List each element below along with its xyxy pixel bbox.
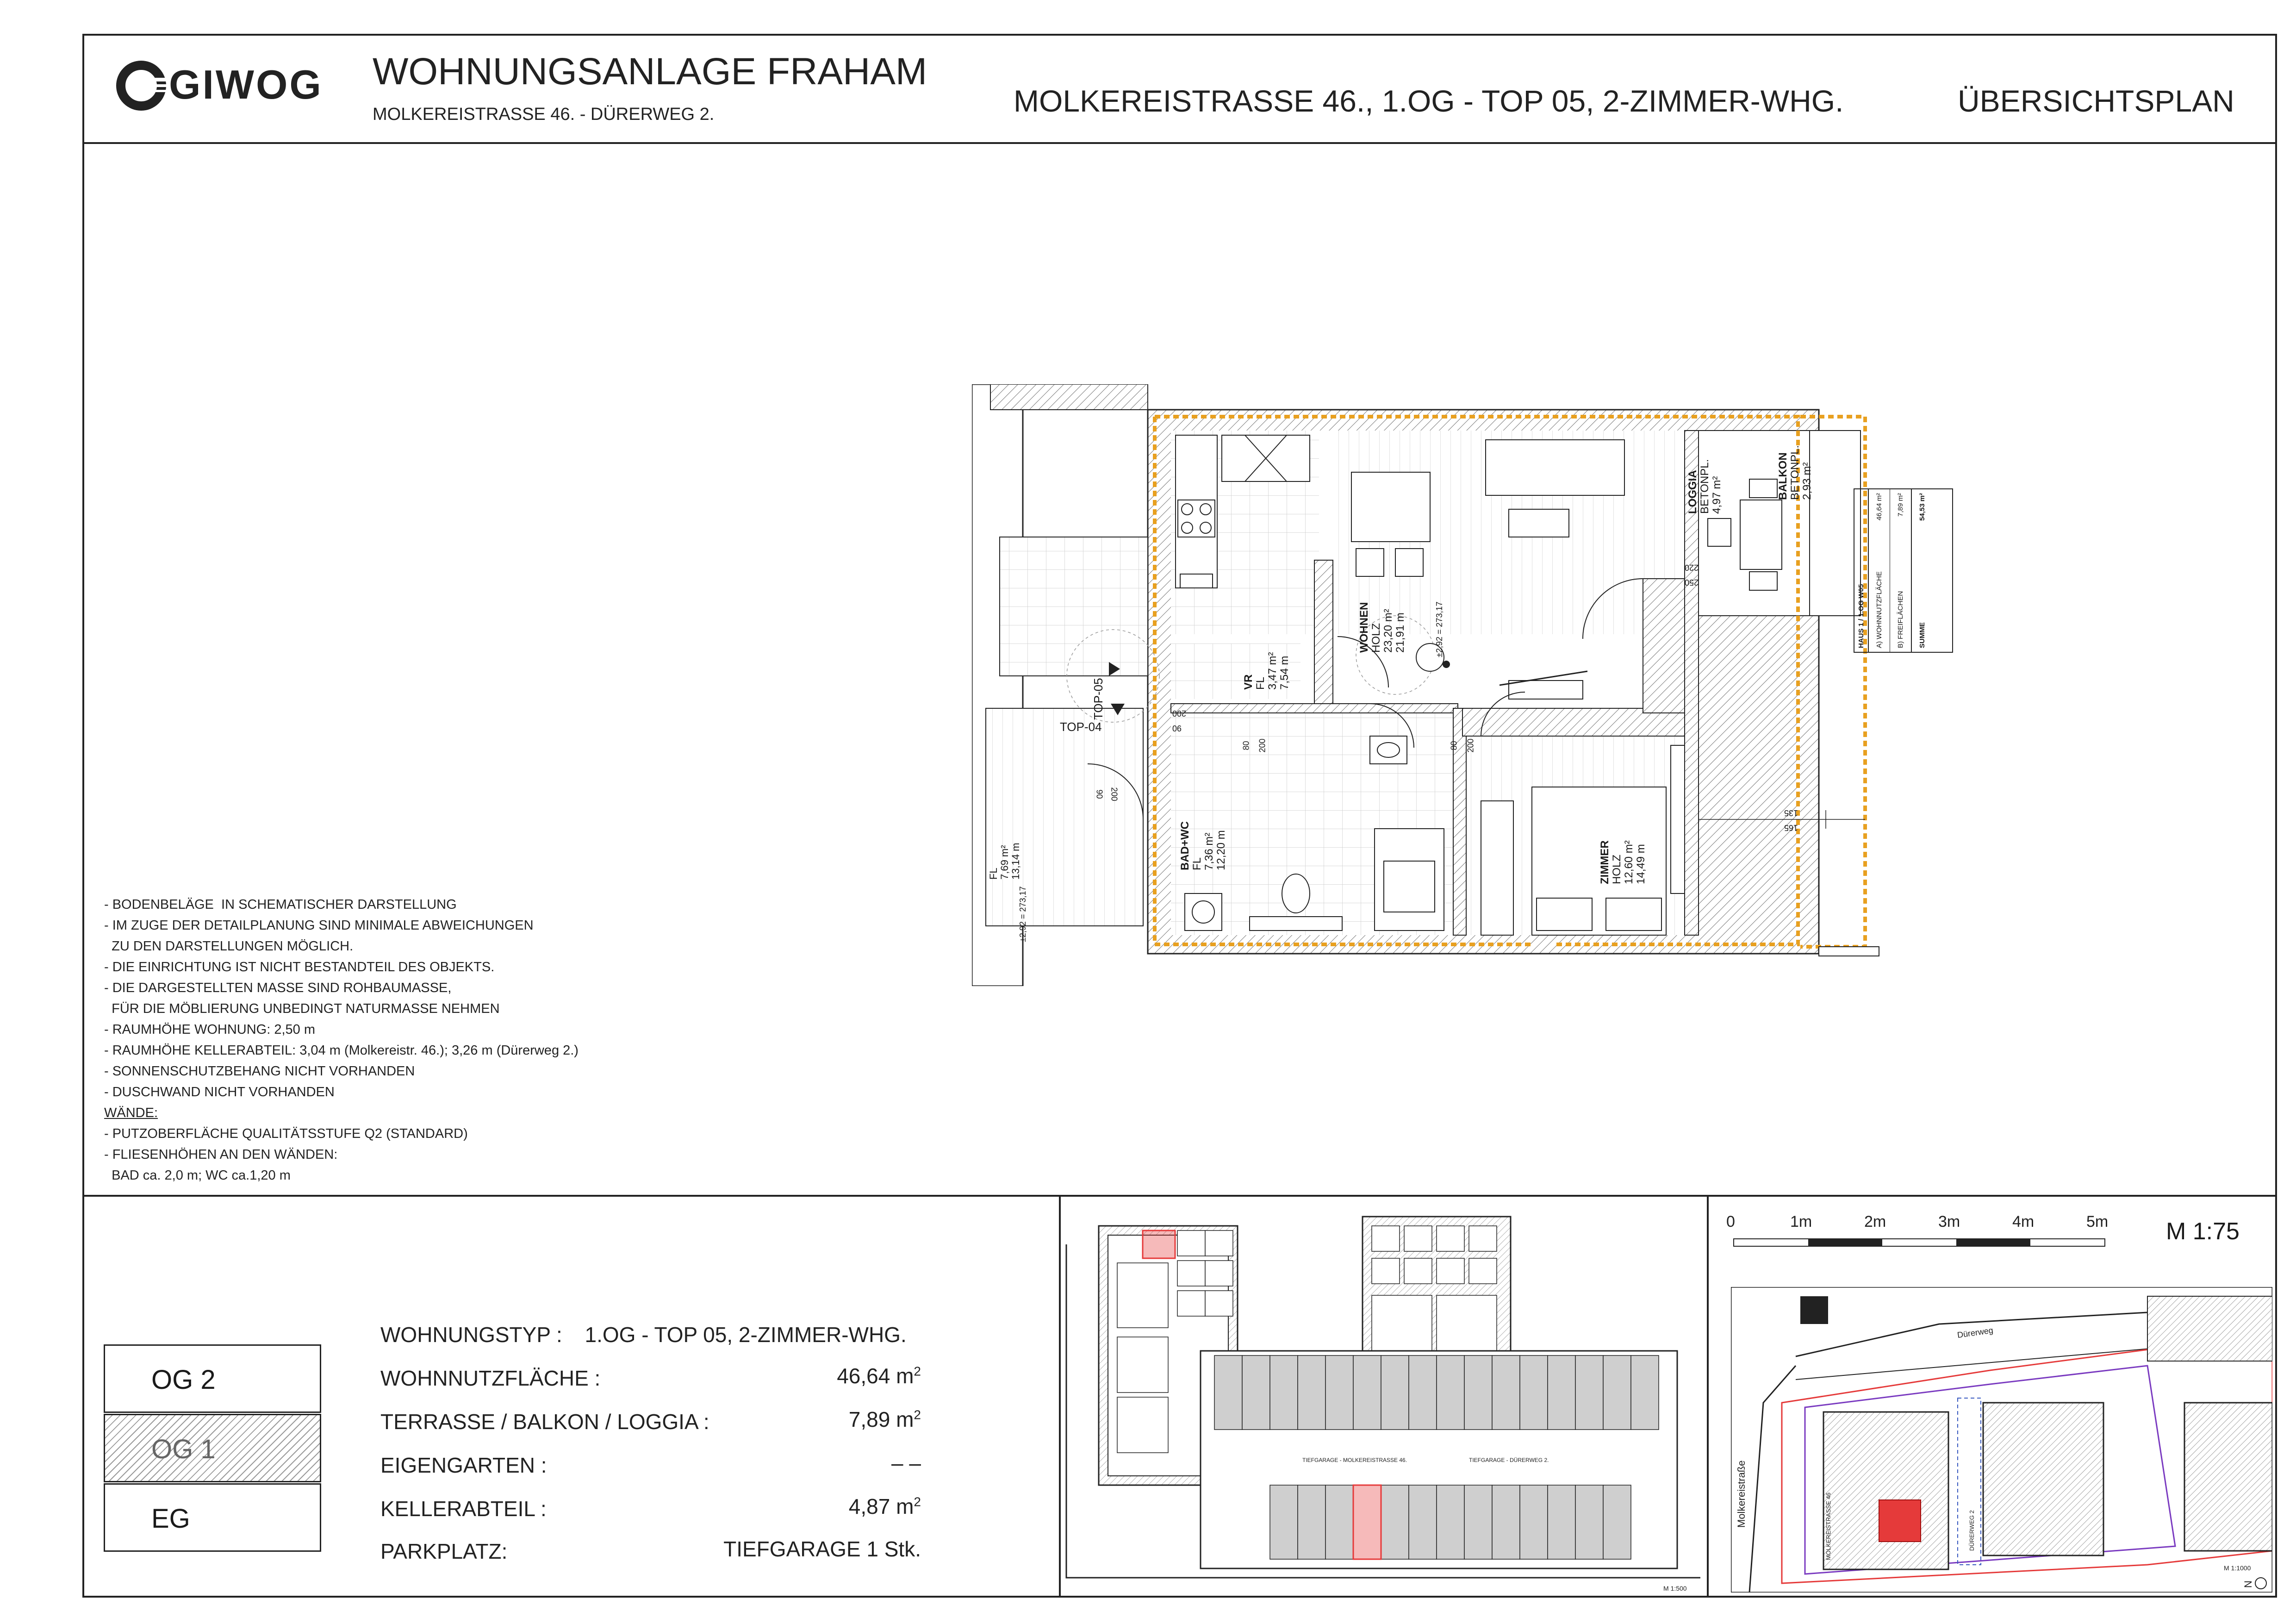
room-area: 3,47 m² bbox=[1266, 652, 1279, 690]
street-molkerei: Molkereistraße bbox=[1736, 1460, 1747, 1528]
room-perimeter: 14,49 m bbox=[1635, 844, 1647, 884]
cellar-scale: M 1:500 bbox=[1663, 1585, 1687, 1592]
area-row-value: 54,53 m² bbox=[1918, 493, 1926, 521]
room-name: ZIMMER bbox=[1599, 840, 1611, 884]
toilet bbox=[1282, 874, 1310, 913]
garage-label-a: TIEFGARAGE - MOLKEREISTRASSE 46. bbox=[1302, 1457, 1407, 1463]
cellar-value: 4,87 m bbox=[848, 1494, 914, 1518]
cellar-unit-exp: 2 bbox=[914, 1494, 921, 1509]
header-divider bbox=[82, 142, 2277, 144]
note-line: - DUSCHWAND NICHT VORHANDEN bbox=[104, 1085, 335, 1099]
note-line: - DIE DARGESTELLTEN MASSE SIND ROHBAUMASSE, bbox=[104, 981, 452, 995]
floor-og1-current[interactable]: OG 1 bbox=[104, 1414, 321, 1482]
building-haus-2 bbox=[1983, 1403, 2103, 1555]
note-line: - RAUMHÖHE WOHNUNG: 2,50 m bbox=[104, 1022, 315, 1037]
scale-tick-2: 2m bbox=[1864, 1213, 1886, 1230]
terrace-unit-exp: 2 bbox=[914, 1407, 921, 1422]
info-garden-value: – – bbox=[891, 1451, 921, 1475]
room-area: 2,93 m² bbox=[1801, 462, 1813, 500]
area-row-value: 46,64 m² bbox=[1875, 493, 1883, 521]
site-label-a: MOLKEREISTRASSE 46 bbox=[1825, 1493, 1832, 1560]
room-floor: BETONPL. bbox=[1699, 459, 1711, 514]
floor-eg[interactable]: EG bbox=[104, 1483, 321, 1552]
note-line: - BODENBELÄGE IN SCHEMATISCHER DARSTELLUNG bbox=[104, 897, 457, 912]
terrace-value: 7,89 m bbox=[848, 1407, 914, 1431]
cellar-plan bbox=[1062, 1198, 1705, 1596]
room-perimeter: 7,54 m bbox=[1278, 656, 1291, 690]
scale-bar bbox=[1733, 1238, 2105, 1247]
area-value: 46,64 m bbox=[837, 1364, 914, 1388]
room-name: WOHNEN bbox=[1358, 602, 1370, 653]
room-area: 12,60 m² bbox=[1623, 840, 1635, 884]
logo-text: GIWOG bbox=[169, 62, 323, 107]
room-name: VR bbox=[1242, 674, 1255, 690]
area-table-title: HAUS 1 / 1.OG W05 bbox=[1854, 489, 1869, 652]
notes-list bbox=[104, 894, 613, 1186]
info-terrace-value bbox=[602, 1407, 921, 1432]
footer-divider bbox=[82, 1195, 2277, 1197]
room-loggia bbox=[1687, 459, 1723, 514]
room-perimeter: 13,14 m bbox=[1010, 843, 1021, 880]
floor-plan bbox=[972, 384, 1981, 986]
area-row-value: 7,89 m² bbox=[1897, 493, 1904, 517]
project-address: MOLKEREISTRASSE 46. - DÜRERWEG 2. bbox=[373, 105, 715, 124]
site-plan bbox=[1731, 1287, 2272, 1593]
area-unit-exp: 2 bbox=[914, 1364, 921, 1379]
dining-table bbox=[1351, 472, 1430, 542]
washbasin bbox=[1185, 893, 1222, 931]
dim-label: 200 bbox=[1109, 787, 1119, 801]
room-wohnen bbox=[1358, 560, 1406, 653]
room-floor: FL bbox=[988, 868, 999, 880]
unit-title: MOLKEREISTRASSE 46., 1.OG - TOP 05, 2-ZIMMER-WHG. bbox=[1014, 84, 1844, 118]
footer-divider-a bbox=[1059, 1195, 1061, 1598]
top05-label: TOP-05 bbox=[1091, 678, 1105, 720]
plan-scale: M 1:75 bbox=[2166, 1218, 2240, 1245]
room-name: BAD+WC bbox=[1179, 821, 1191, 870]
info-type-value: 1.OG - TOP 05, 2-ZIMMER-WHG. bbox=[585, 1323, 907, 1347]
note-line: ZU DEN DARSTELLUNGEN MÖGLICH. bbox=[104, 939, 354, 954]
room-floor: BETONPL. bbox=[1789, 445, 1801, 500]
room-name: BALKON bbox=[1777, 452, 1789, 500]
floor-og2[interactable]: OG 2 bbox=[104, 1344, 321, 1413]
note-line: WÄNDE: bbox=[104, 1106, 158, 1120]
dim-label: 250 bbox=[1685, 578, 1699, 587]
note-line: - IM ZUGE DER DETAILPLANUNG SIND MINIMALE ABWEICHUNGEN bbox=[104, 918, 534, 933]
footer-divider-b bbox=[1707, 1195, 1709, 1598]
room-area: 7,36 m² bbox=[1203, 832, 1215, 870]
area-table bbox=[1854, 488, 1953, 653]
unit-location bbox=[1879, 1500, 1921, 1542]
logo-icon bbox=[116, 60, 167, 111]
room-floor: FL bbox=[1254, 676, 1267, 690]
info-terrace-label: TERRASSE / BALKON / LOGGIA : bbox=[380, 1410, 709, 1434]
building-haus-1 bbox=[1823, 1412, 1948, 1569]
dim-label: 80 bbox=[1449, 741, 1459, 750]
info-garden-label: EIGENGARTEN : bbox=[380, 1453, 547, 1477]
note-line: - DIE EINRICHTUNG IST NICHT BESTANDTEIL DES OBJEKTS. bbox=[104, 960, 495, 974]
room-floor: FL bbox=[1191, 857, 1203, 870]
room-name: LOGGIA bbox=[1686, 470, 1699, 514]
site-label-b: DÜRERWEG 2 bbox=[1968, 1510, 1975, 1551]
room-bad bbox=[1179, 821, 1227, 870]
cellar-highlight bbox=[1143, 1230, 1175, 1258]
area-row-label: A) WOHNNUTZFLÄCHE bbox=[1875, 571, 1883, 648]
room-floor: HOLZ bbox=[1370, 623, 1382, 653]
dim-label: 165 bbox=[1784, 823, 1798, 832]
dim-label: 90 bbox=[1095, 789, 1104, 799]
dim-label: 200 bbox=[1172, 709, 1187, 718]
room-area: 4,97 m² bbox=[1711, 476, 1723, 514]
note-line: BAD ca. 2,0 m; WC ca.1,20 m bbox=[104, 1168, 291, 1183]
info-area-label: WOHNNUTZFLÄCHE : bbox=[380, 1366, 601, 1390]
scale-tick-3: 3m bbox=[1938, 1213, 1960, 1230]
note-line: - FLIESENHÖHEN AN DEN WÄNDEN: bbox=[104, 1147, 338, 1162]
north-label: N bbox=[2242, 1580, 2254, 1588]
room-vr bbox=[1243, 652, 1291, 690]
note-line: - RAUMHÖHE KELLERABTEIL: 3,04 m (Molkereistr. 46.); 3,26 m (Dürerweg 2.) bbox=[104, 1043, 579, 1058]
info-type-label: WOHNUNGSTYP : bbox=[380, 1323, 562, 1347]
dim-label: 135 bbox=[1784, 808, 1798, 818]
room-area: 7,69 m² bbox=[999, 845, 1010, 880]
info-type bbox=[380, 1322, 907, 1347]
garage-label-b: TIEFGARAGE - DÜRERWEG 2. bbox=[1469, 1457, 1549, 1463]
room-balkon bbox=[1777, 445, 1813, 500]
level-marker: ±2,92 = 273,17 bbox=[1018, 886, 1027, 942]
area-table-row bbox=[1869, 489, 1890, 652]
room-perimeter: 21,91 m bbox=[1394, 612, 1406, 653]
scale-tick-1: 1m bbox=[1790, 1213, 1812, 1230]
dim-label: 80 bbox=[1241, 741, 1251, 750]
area-table-row bbox=[1890, 489, 1912, 652]
dim-label: 200 bbox=[1466, 738, 1475, 753]
area-table-row bbox=[1912, 489, 1933, 652]
scale-tick-4: 4m bbox=[2012, 1213, 2035, 1230]
neighbor-room bbox=[988, 843, 1021, 880]
info-cellar-value bbox=[602, 1494, 921, 1519]
dim-label: 200 bbox=[1257, 738, 1267, 753]
area-row-label: B) FREIFLÄCHEN bbox=[1897, 591, 1904, 648]
dim-label: 90 bbox=[1172, 724, 1182, 733]
room-floor: HOLZ bbox=[1611, 854, 1623, 884]
dim-label: 220 bbox=[1685, 563, 1699, 572]
room-zimmer bbox=[1599, 840, 1647, 884]
note-line: - SONNENSCHUTZBEHANG NICHT VORHANDEN bbox=[104, 1064, 415, 1079]
info-parking-value: TIEFGARAGE 1 Stk. bbox=[723, 1537, 921, 1561]
info-area-value bbox=[602, 1363, 921, 1388]
area-row-label: SUMME bbox=[1918, 622, 1926, 648]
logo bbox=[116, 60, 167, 113]
parking-highlight bbox=[1353, 1485, 1381, 1559]
top04-label: TOP-04 bbox=[1060, 720, 1102, 734]
room-perimeter: 12,20 m bbox=[1215, 830, 1227, 870]
info-cellar-label: KELLERABTEIL : bbox=[380, 1497, 547, 1521]
sofa bbox=[1486, 440, 1624, 495]
plan-type: ÜBERSICHTSPLAN bbox=[1958, 84, 2234, 118]
info-parking-label: PARKPLATZ: bbox=[380, 1539, 508, 1563]
street-duerer: Dürerweg bbox=[1956, 1325, 1994, 1340]
scale-tick-0: 0 bbox=[1726, 1213, 1735, 1230]
scale-tick-5: 5m bbox=[2086, 1213, 2109, 1230]
note-line: FÜR DIE MÖBLIERUNG UNBEDINGT NATURMASSE NEHMEN bbox=[104, 1001, 500, 1016]
room-area: 23,20 m² bbox=[1382, 609, 1394, 653]
note-line: - PUTZOBERFLÄCHE QUALITÄTSSTUFE Q2 (STANDARD) bbox=[104, 1126, 468, 1141]
level-marker: ±2,92 = 273,17 bbox=[1435, 601, 1444, 657]
project-title: WOHNUNGSANLAGE FRAHAM bbox=[373, 50, 927, 93]
neighbor-building bbox=[1800, 1296, 1828, 1324]
site-scale: M 1:1000 bbox=[2224, 1564, 2251, 1572]
